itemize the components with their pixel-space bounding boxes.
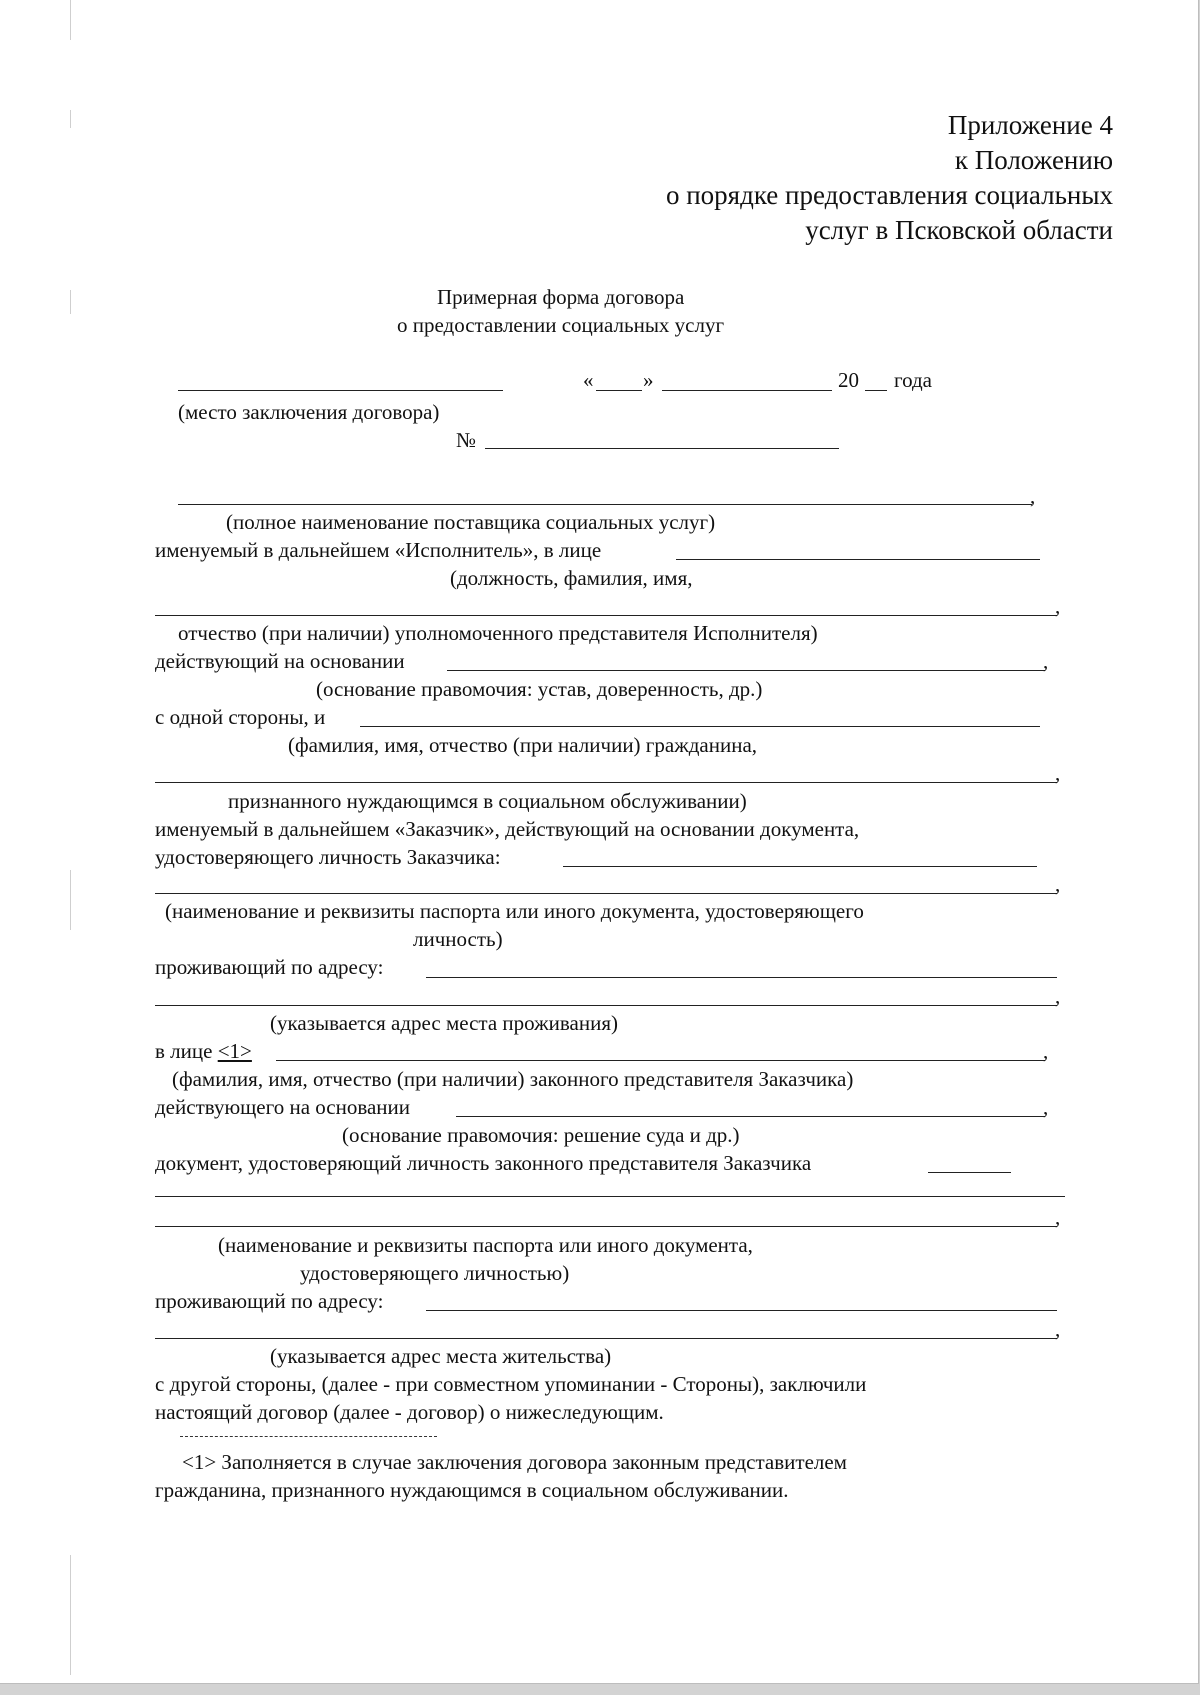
one-side: с одной стороны, и — [155, 705, 326, 729]
executor-rep-blank[interactable] — [676, 559, 1040, 560]
basis-blank-2[interactable] — [456, 1116, 1045, 1117]
customer-named: именуемый в дальнейшем «Заказчик», действующий на основании документа, — [155, 817, 860, 841]
supplier-blank[interactable] — [178, 504, 1032, 505]
rep-doc-hint-2: удостоверяющего личностью) — [300, 1261, 570, 1285]
citizen-hint-2: признанного нуждающимся в социальном обслуживании) — [228, 789, 747, 813]
in-person-label — [155, 1039, 252, 1063]
comma: , — [1055, 1205, 1061, 1229]
comma: , — [1030, 484, 1036, 508]
basis-hint: (основание правомочия: устав, доверенность, др.) — [316, 677, 763, 701]
scan-mark — [70, 110, 71, 128]
customer-id-blank-2[interactable] — [155, 893, 1057, 894]
executor-rep-blank-2[interactable] — [155, 615, 1057, 616]
residing-label: проживающий по адресу: — [155, 955, 384, 979]
scan-mark — [70, 290, 71, 314]
number-sign: № — [456, 428, 477, 452]
rep-doc-label: документ, удостоверяющий личность законного представителя Заказчика — [155, 1151, 812, 1175]
rep-doc-blank-3[interactable] — [155, 1226, 1057, 1227]
executor-named: именуемый в дальнейшем «Исполнитель», в лице — [155, 538, 602, 562]
address-hint-2: (указывается адрес места жительства) — [270, 1344, 612, 1368]
citizen-hint: (фамилия, имя, отчество (при наличии) гражданина, — [288, 733, 758, 757]
date-close-quote: » — [643, 368, 654, 392]
footnote-ref-link[interactable]: <1> — [217, 1039, 252, 1063]
customer-id: удостоверяющего личность Заказчика: — [155, 845, 501, 869]
year-prefix: 20 — [838, 368, 859, 392]
number-blank[interactable] — [485, 448, 839, 449]
scan-mark — [70, 0, 71, 40]
basis-hint-2: (основание правомочия: решение суда и др.) — [342, 1123, 740, 1147]
concluded-text: настоящий договор (далее - договор) о нижеследующим. — [155, 1400, 664, 1424]
legal-rep-blank[interactable] — [276, 1060, 1045, 1061]
footnote-separator — [180, 1436, 437, 1437]
footnote-line-1: <1> Заполняется в случае заключения договора законным представителем — [182, 1450, 847, 1474]
rep-doc-hint: (наименование и реквизиты паспорта или иного документа, — [218, 1233, 753, 1257]
passport-hint: (наименование и реквизиты паспорта или иного документа, удостоверяющего — [165, 899, 864, 923]
position-hint: (должность, фамилия, имя, — [450, 566, 693, 590]
date-open-quote: « — [583, 368, 594, 392]
place-label: (место заключения договора) — [178, 400, 440, 424]
footnote-line-2: гражданина, признанного нуждающимся в социальном обслуживании. — [155, 1478, 789, 1502]
basis-blank[interactable] — [447, 670, 1045, 671]
address-blank-2[interactable] — [155, 1005, 1057, 1006]
address-blank-3[interactable] — [426, 1310, 1057, 1311]
in-person-text: в лице — [155, 1039, 213, 1063]
address-blank[interactable] — [426, 977, 1057, 978]
rep-doc-blank-2[interactable] — [155, 1196, 1065, 1197]
day-blank[interactable] — [596, 390, 642, 391]
rep-doc-blank[interactable] — [928, 1172, 1011, 1173]
address-blank-4[interactable] — [155, 1338, 1057, 1339]
scan-mark — [70, 1555, 71, 1675]
comma: , — [1055, 761, 1061, 785]
acting-basis-2: действующего на основании — [155, 1095, 411, 1119]
header-procedure: о порядке предоставления социальных — [665, 180, 1113, 210]
comma: , — [1043, 649, 1049, 673]
scan-mark — [70, 870, 71, 930]
supplier-hint: (полное наименование поставщика социальных услуг) — [226, 510, 716, 534]
header-appendix: Приложение 4 — [947, 110, 1113, 140]
residing-label-2: проживающий по адресу: — [155, 1289, 384, 1313]
comma: , — [1043, 1095, 1049, 1119]
acting-basis: действующий на основании — [155, 649, 405, 673]
citizen-blank[interactable] — [360, 726, 1040, 727]
comma: , — [1055, 594, 1061, 618]
comma: , — [1055, 984, 1061, 1008]
passport-hint-2: личность) — [413, 927, 503, 951]
comma: , — [1043, 1039, 1049, 1063]
place-blank[interactable] — [178, 390, 503, 391]
year-blank[interactable] — [865, 390, 887, 391]
other-side: с другой стороны, (далее - при совместном упоминании - Стороны), заключили — [155, 1372, 867, 1396]
address-hint: (указывается адрес места проживания) — [270, 1011, 618, 1035]
form-title: Примерная форма договора — [437, 285, 685, 309]
year-suffix: года — [894, 368, 932, 392]
rep-hint: (фамилия, имя, отчество (при наличии) законного представителя Заказчика) — [172, 1067, 854, 1091]
comma: , — [1055, 1317, 1061, 1341]
customer-id-blank[interactable] — [563, 866, 1037, 867]
header-region: услуг в Псковской области — [805, 215, 1113, 245]
form-subtitle: о предоставлении социальных услуг — [397, 313, 725, 337]
position-hint-2: отчество (при наличии) уполномоченного представителя Исполнителя) — [178, 621, 818, 645]
citizen-blank-2[interactable] — [155, 782, 1057, 783]
header-regulation: к Положению — [954, 145, 1113, 175]
month-blank[interactable] — [662, 390, 832, 391]
comma: , — [1055, 872, 1061, 896]
